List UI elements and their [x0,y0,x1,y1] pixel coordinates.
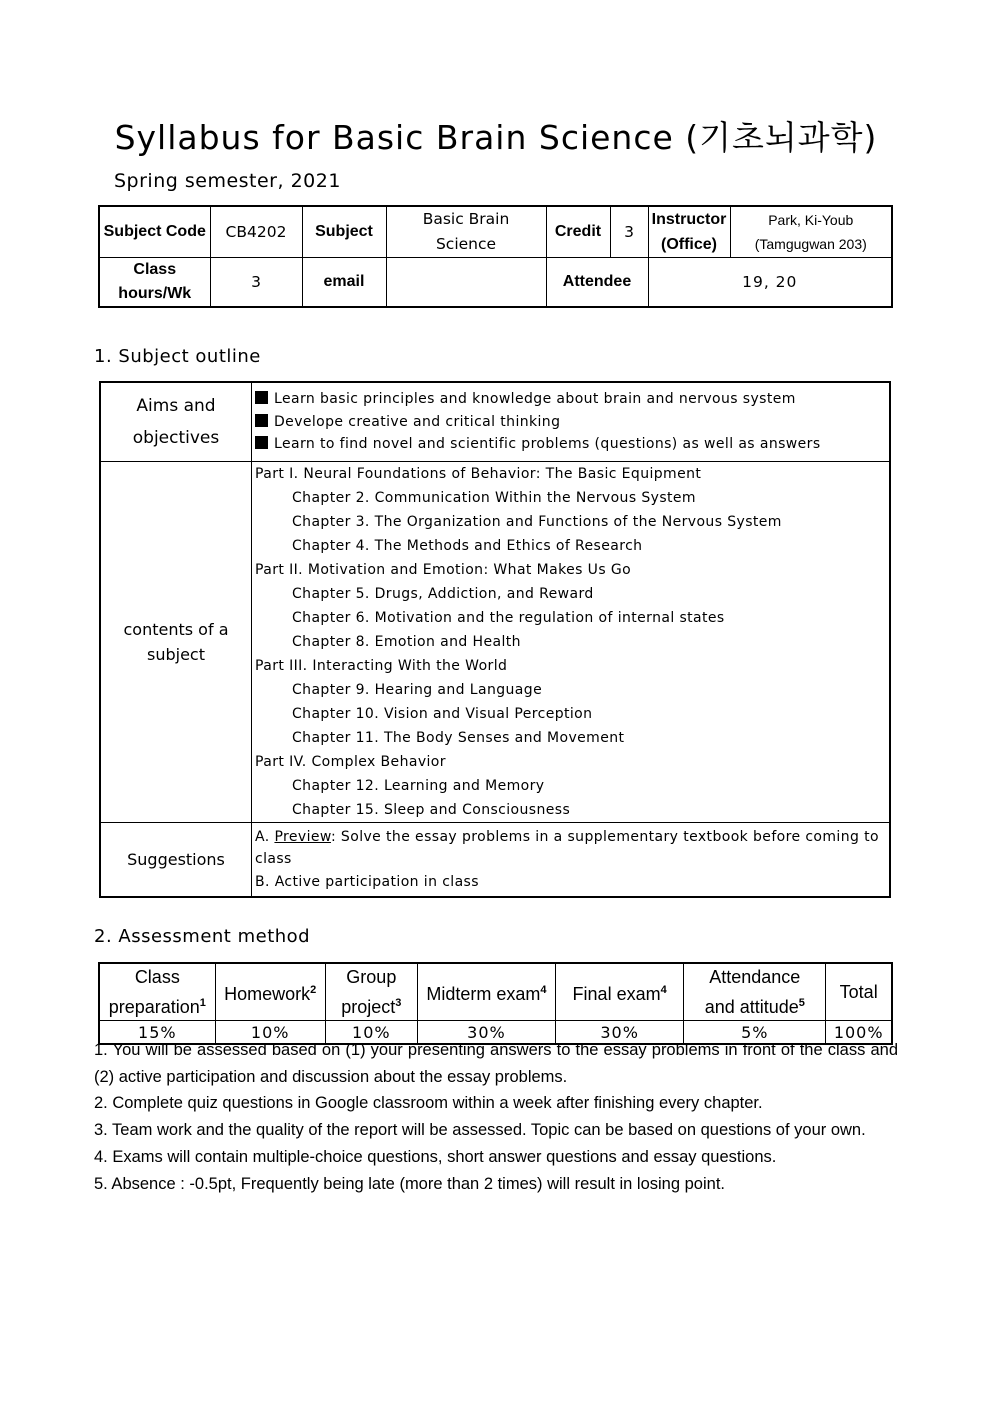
value-class-preparation: 15% [99,1021,215,1045]
instructor-label-line2: (Office) [661,236,717,253]
value-attendance: 5% [684,1021,826,1045]
aims-item: Learn to find novel and scientific problems (questions) as well as answers [255,433,886,456]
bullet-square-icon [255,436,268,449]
hours-label-line1: Class [133,261,177,278]
value-total: 100% [826,1021,892,1045]
chapter-item: Chapter 6. Motivation and the regulation of internal states [292,609,725,626]
attendee-value: 19, 20 [648,258,892,308]
credit-value: 3 [610,206,648,258]
subject-value-line1: Basic Brain [422,210,510,228]
instructor-name: Park, Ki-Youb [768,212,854,228]
suggestions-label: Suggestions [100,822,252,897]
col-attendance: Attendance and attitude$^5$ [684,963,826,1021]
hours-value: 3 [210,258,302,308]
contents-label-line1: contents of a [123,619,229,639]
assessment-table [98,962,893,1045]
assessment-heading: 2. Assessment method [94,926,311,947]
col-homework: Homework$^2$ [215,963,325,1021]
subject-outline-heading: 1. Subject outline [94,346,261,367]
aims-item: Develope creative and critical thinking [255,411,886,434]
contents-list [252,461,891,822]
value-homework: 10% [215,1021,325,1045]
suggestions-list [252,822,891,897]
aims-label-line1: Aims and [136,395,216,416]
bullet-square-icon [255,391,268,404]
suggestion-a: A. Preview: Solve the essay problems in a supplementary textbook before coming to [255,828,879,845]
value-midterm-exam: 30% [417,1021,555,1045]
preview-term: Preview [274,828,331,845]
hours-label-line2: hours/Wk [118,285,192,302]
chapter-item: Chapter 11. The Body Senses and Movement [292,729,625,746]
attendee-label: Attendee [546,258,648,308]
subject-value [386,206,546,258]
page-title: Syllabus for Basic Brain Science (기초뇌과학) [114,118,878,157]
col-class-preparation: Class preparation$^1$ [99,963,215,1021]
bullet-square-icon [255,414,268,427]
chapter-item: Chapter 5. Drugs, Addiction, and Reward [292,585,594,602]
subject-value-line2: Science [435,235,497,253]
part-item: Part II. Motivation and Emotion: What Makes Us Go [255,561,632,578]
note-item: 1. You will be assessed based on (1) your presenting answers to the essay problems in front of the class and (2) active participation and discussion about the essay problems. [94,1041,898,1086]
instructor-label-line1: Instructor [651,211,727,228]
part-item: Part I. Neural Foundations of Behavior: The Basic Equipment [255,465,702,482]
subject-code-label: Subject Code [99,206,210,258]
chapter-item: Chapter 2. Communication Within the Nervous System [292,489,696,506]
instructor-office: (Tamgugwan 203) [754,236,867,252]
value-final-exam: 30% [556,1021,684,1045]
col-midterm-exam: Midterm exam$^4$ [417,963,555,1021]
aims-item: Learn basic principles and knowledge about brain and nervous system [255,388,886,411]
contents-label-line2: subject [147,644,205,664]
chapter-item: Chapter 9. Hearing and Language [292,681,543,698]
assessment-notes [94,1037,898,1197]
semester-label: Spring semester, 2021 [114,170,341,192]
value-group-project: 10% [325,1021,417,1045]
note-item: 3. Team work and the quality of the report will be assessed. Topic can be based on questions of your own. [94,1121,866,1140]
chapter-item: Chapter 15. Sleep and Consciousness [292,801,571,818]
note-item: 2. Complete quiz questions in Google classroom within a week after finishing every chapter. [94,1094,763,1113]
chapter-item: Chapter 4. The Methods and Ethics of Research [292,537,643,554]
col-total: Total [826,963,892,1021]
col-group-project: Group project$^3$ [325,963,417,1021]
credit-label: Credit [546,206,610,258]
chapter-item: Chapter 3. The Organization and Functions of the Nervous System [292,513,782,530]
chapter-item: Chapter 8. Emotion and Health [292,633,521,650]
email-label: email [302,258,386,308]
course-info-table [98,205,893,308]
suggestion-a-cont: class [255,851,292,867]
subject-outline-table [99,381,891,898]
part-item: Part IV. Complex Behavior [255,753,446,770]
instructor-value [730,206,892,258]
hours-label [99,258,210,308]
contents-label [100,461,252,822]
subject-code-value: CB4202 [210,206,302,258]
note-item: 4. Exams will contain multiple-choice questions, short answer questions and essay questions. [94,1147,777,1166]
subject-label: Subject [302,206,386,258]
chapter-item: Chapter 12. Learning and Memory [292,777,545,794]
aims-label-line2: objectives [132,427,220,448]
suggestion-b: B. Active participation in class [255,873,479,890]
chapter-item: Chapter 10. Vision and Visual Perception [292,705,593,722]
aims-label [100,382,252,461]
part-item: Part III. Interacting With the World [255,657,508,674]
note-item: 5. Absence : -0.5pt, Frequently being late (more than 2 times) will result in losing point. [94,1174,725,1193]
aims-list [252,382,891,461]
email-value [386,258,546,308]
col-final-exam: Final exam$^4$ [556,963,684,1021]
instructor-label [648,206,730,258]
